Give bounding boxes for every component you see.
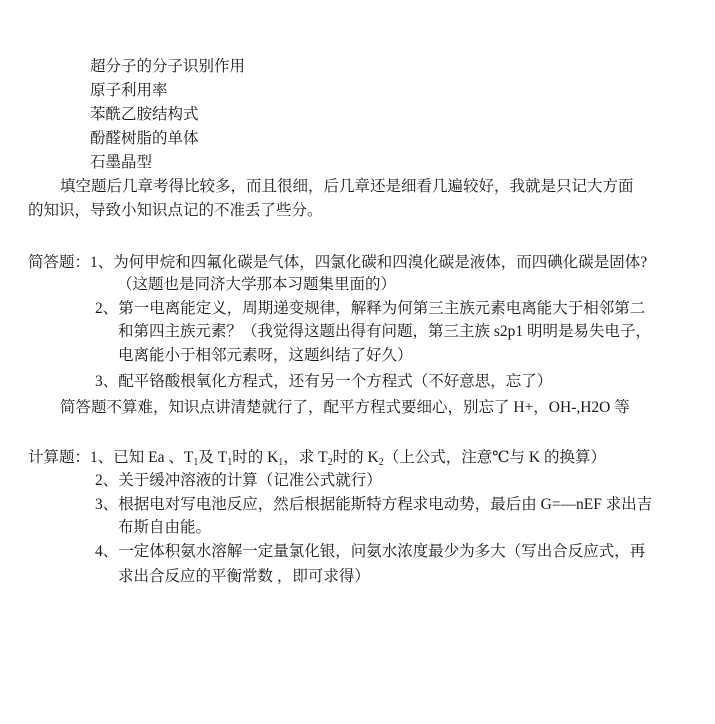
question-text: 3、配平铬酸根氧化方程式，还有另一个方程式（不好意思，忘了） <box>95 373 553 390</box>
text: 时的 K <box>232 449 279 466</box>
question-text: 2、关于缓冲溶液的计算（记准公式就行） <box>95 472 382 489</box>
paragraph-line: 简答题不算难，知识点讲清楚就行了，配平方程式要细心，别忘了 H+，OH-,H2O 等 <box>60 399 630 416</box>
question-text: 电离能小于相邻元素呀，这题纠结了好久） <box>118 347 413 364</box>
list-item: 原子利用率 <box>90 82 168 99</box>
paragraph-line: 的知识，导致小知识点记的不准丢了些分。 <box>28 202 323 219</box>
short-answer-q1 <box>28 253 647 273</box>
subscript: 2 <box>378 457 384 468</box>
question-text: 4、一定体积氨水溶解一定量氯化银，问氨水浓度最少为多大（写出合反应式，再 <box>95 543 646 560</box>
list-item: 酚醛树脂的单体 <box>90 130 199 147</box>
question-text: 1、为何甲烷和四氟化碳是气体，四氯化碳和四溴化碳是液体，而四碘化碳是固体? <box>90 254 648 271</box>
subscript: 1 <box>227 457 233 468</box>
text: ，求 T <box>283 449 328 466</box>
question-note: （这题也是同济大学那本习题集里面的） <box>117 276 397 293</box>
question-text: 求出合反应的平衡常数 ，即可求得） <box>118 568 370 585</box>
text: 及 T <box>198 449 228 466</box>
section-label: 计算题： <box>28 449 91 466</box>
question-text: 和第四主族元素？（我觉得这题出得有问题，第三主族 s2p1 明明是易失电子， <box>118 323 652 340</box>
list-item: 石墨晶型 <box>90 154 153 171</box>
text: 时的 K <box>332 449 379 466</box>
subscript: 2 <box>327 457 333 468</box>
list-item: 苯酰乙胺结构式 <box>90 106 199 123</box>
paragraph-line: 填空题后几章考得比较多，而且很细，后几章还是细看几遍较好，我就是只记大方面 <box>60 178 634 195</box>
subscript: 1 <box>278 457 284 468</box>
question-text: 3、根据电对写电池反应，然后根据能斯特方程求电动势，最后由 G=—nEF 求出吉 <box>95 496 653 513</box>
section-label: 简答题： <box>28 254 91 271</box>
calc-q1 <box>28 448 606 468</box>
question-text: 布斯自由能。 <box>118 519 212 536</box>
subscript: 1 <box>193 457 199 468</box>
text: 1、已知 Ea 、T <box>90 449 194 466</box>
question-text: 2、第一电离能定义，周期递变规律，解释为何第三主族元素电离能大于相邻第二 <box>95 300 646 317</box>
list-item: 超分子的分子识别作用 <box>90 58 246 75</box>
text: （上公式，注意℃与 K 的换算） <box>383 449 606 466</box>
